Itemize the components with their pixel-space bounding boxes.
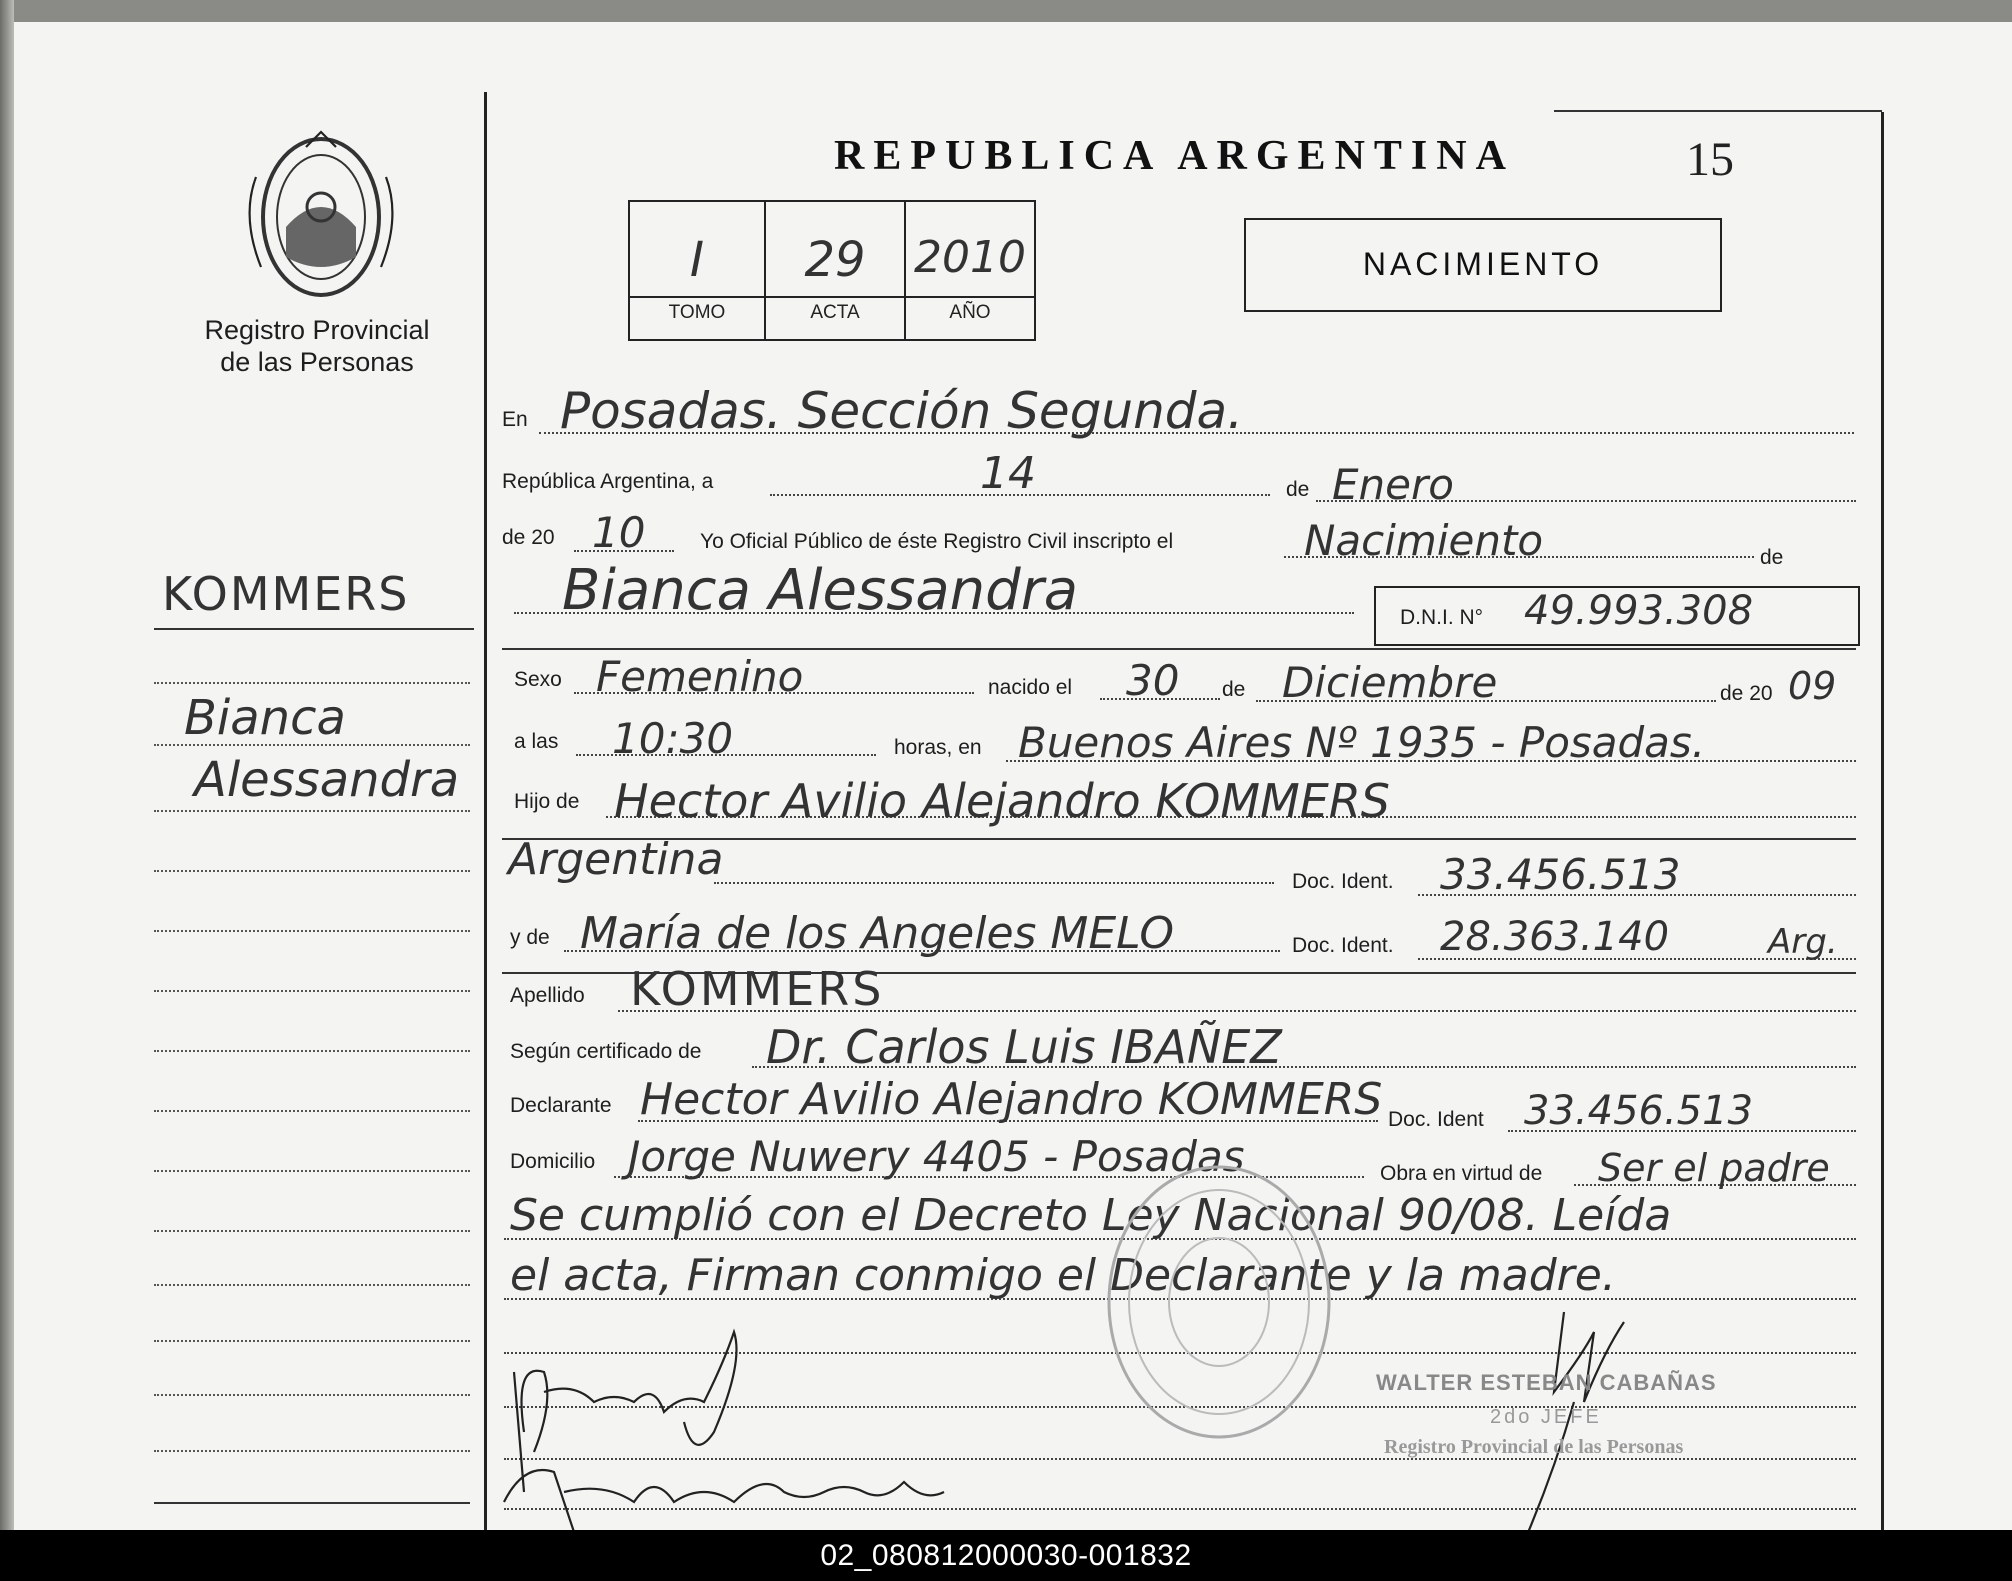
margin-line bbox=[154, 1050, 470, 1052]
field-dia: 14 bbox=[980, 448, 1036, 499]
label-apellido: Apellido bbox=[510, 984, 585, 1007]
label-hijo-de: Hijo de bbox=[514, 790, 580, 813]
label-en: En bbox=[502, 408, 528, 431]
field-inscripto: Nacimiento bbox=[1304, 516, 1544, 565]
margin-line bbox=[154, 870, 470, 872]
image-caption: 02_080812000030-001832 bbox=[0, 1530, 2012, 1581]
label-domicilio: Domicilio bbox=[510, 1150, 596, 1173]
stamp-role: 2do JEFE bbox=[1490, 1406, 1602, 1428]
acta-label: ACTA bbox=[810, 302, 860, 323]
top-right-border bbox=[1554, 110, 1882, 112]
field-obra: Ser el padre bbox=[1598, 1146, 1830, 1190]
label-declarante: Declarante bbox=[510, 1094, 612, 1117]
field-dni: 49.993.308 bbox=[1524, 588, 1754, 634]
margin-line bbox=[154, 990, 470, 992]
field-domicilio: Jorge Nuwery 4405 - Posadas bbox=[628, 1132, 1245, 1181]
stamp-name: WALTER ESTEBAN CABAÑAS bbox=[1376, 1370, 1717, 1395]
provincial-seal-icon bbox=[236, 117, 406, 312]
stamp-office: Registro Provincial de las Personas bbox=[1384, 1436, 1684, 1458]
field-anio: 10 bbox=[592, 508, 646, 557]
registry-line-2: de las Personas bbox=[220, 347, 414, 377]
record-type-box bbox=[1244, 218, 1722, 312]
field-declarante-doc: 33.456.513 bbox=[1524, 1088, 1754, 1134]
registry-name bbox=[164, 314, 470, 378]
anio-value: 2010 bbox=[914, 232, 1026, 283]
label-de-2000: de 20 bbox=[1720, 682, 1773, 705]
field-nota-2: el acta, Firman conmigo el Declarante y la madre. bbox=[510, 1250, 1616, 1301]
anio-label: AÑO bbox=[949, 302, 991, 323]
label-de-mes: de bbox=[1286, 478, 1310, 501]
label-doc-declarante: Doc. Ident bbox=[1388, 1108, 1484, 1131]
label-nacido: nacido el bbox=[988, 676, 1073, 699]
field-sexo: Femenino bbox=[596, 652, 804, 701]
field-madre: María de los Angeles MELO bbox=[580, 908, 1174, 959]
field-madre-doc: 28.363.140 bbox=[1440, 914, 1670, 960]
field-nac-mes: Diciembre bbox=[1282, 658, 1498, 707]
field-apellido: KOMMERS bbox=[630, 962, 885, 1016]
field-padre-doc: 33.456.513 bbox=[1440, 850, 1681, 899]
margin-line bbox=[154, 1394, 470, 1396]
label-horas-en: horas, en bbox=[894, 736, 982, 759]
acta-value: 29 bbox=[804, 232, 866, 288]
margin-line bbox=[154, 1230, 470, 1232]
field-nota-1: Se cumplió con el Decreto Ley Nacional 90/08. Leída bbox=[510, 1190, 1672, 1241]
label-de-end: de bbox=[1760, 546, 1784, 569]
row-rule bbox=[502, 648, 1856, 650]
margin-name-1: Bianca bbox=[184, 690, 346, 746]
registry-line-1: Registro Provincial bbox=[204, 315, 430, 345]
margin-line bbox=[154, 682, 470, 684]
label-yo-oficial: Yo Oficial Público de éste Registro Civil inscripto el bbox=[700, 530, 1174, 553]
record-type: NACIMIENTO bbox=[1362, 246, 1604, 282]
field-madre-nac: Arg. bbox=[1768, 922, 1838, 962]
dni-box bbox=[1374, 586, 1860, 646]
margin-line bbox=[154, 744, 470, 746]
label-de-nac: de bbox=[1222, 678, 1246, 701]
field-declarante: Hector Avilio Alejandro KOMMERS bbox=[640, 1074, 1383, 1125]
line-padre-nac bbox=[714, 882, 1274, 884]
margin-surname: KOMMERS bbox=[162, 567, 410, 621]
country-title: REPUBLICA ARGENTINA bbox=[834, 133, 1515, 179]
page-number: 15 bbox=[1686, 133, 1734, 186]
label-y-de: y de bbox=[510, 926, 550, 949]
margin-name-2: Alessandra bbox=[194, 752, 460, 808]
margin-line bbox=[154, 810, 470, 812]
label-dni: D.N.I. N° bbox=[1400, 606, 1484, 629]
tomo-label: TOMO bbox=[668, 302, 726, 323]
margin-line bbox=[154, 1450, 470, 1452]
field-padre: Hector Avilio Alejandro KOMMERS bbox=[614, 774, 1390, 828]
field-certificado: Dr. Carlos Luis IBAÑEZ bbox=[766, 1020, 1282, 1074]
tomo-value: I bbox=[689, 232, 705, 288]
label-doc-madre: Doc. Ident. bbox=[1292, 934, 1394, 957]
signature-official bbox=[1494, 1272, 1654, 1530]
margin-line bbox=[154, 1170, 470, 1172]
right-border bbox=[1881, 112, 1884, 1530]
signatures-declarante-madre bbox=[484, 1302, 1004, 1530]
label-republica: República Argentina, a bbox=[502, 470, 714, 493]
field-lugar: Posadas. Sección Segunda. bbox=[560, 382, 1244, 440]
margin-line bbox=[154, 1110, 470, 1112]
field-nombre: Bianca Alessandra bbox=[562, 558, 1079, 623]
margin-line bbox=[154, 930, 470, 932]
margin-line bbox=[154, 1284, 470, 1286]
birth-record-page bbox=[14, 22, 2012, 1530]
margin-line bbox=[154, 1340, 470, 1342]
field-lugar-nac: Buenos Aires Nº 1935 - Posadas. bbox=[1018, 718, 1706, 767]
label-segun: Según certificado de bbox=[510, 1040, 702, 1063]
field-hora: 10:30 bbox=[612, 714, 734, 763]
field-nac-anio: 09 bbox=[1788, 664, 1837, 708]
field-padre-nac: Argentina bbox=[508, 834, 724, 885]
field-nac-dia: 30 bbox=[1126, 656, 1180, 705]
margin-bottom-rule bbox=[154, 1502, 470, 1504]
label-de20: de 20 bbox=[502, 526, 555, 549]
official-round-stamp bbox=[1094, 1152, 1344, 1452]
label-obra: Obra en virtud de bbox=[1380, 1162, 1543, 1185]
book-reference-box bbox=[628, 200, 1036, 341]
label-doc-padre: Doc. Ident. bbox=[1292, 870, 1394, 893]
label-sexo: Sexo bbox=[514, 668, 562, 691]
field-mes: Enero bbox=[1332, 460, 1454, 509]
margin-surname-rule bbox=[154, 628, 474, 630]
label-a-las: a las bbox=[514, 730, 559, 753]
page-edge-shadow bbox=[0, 0, 14, 1530]
